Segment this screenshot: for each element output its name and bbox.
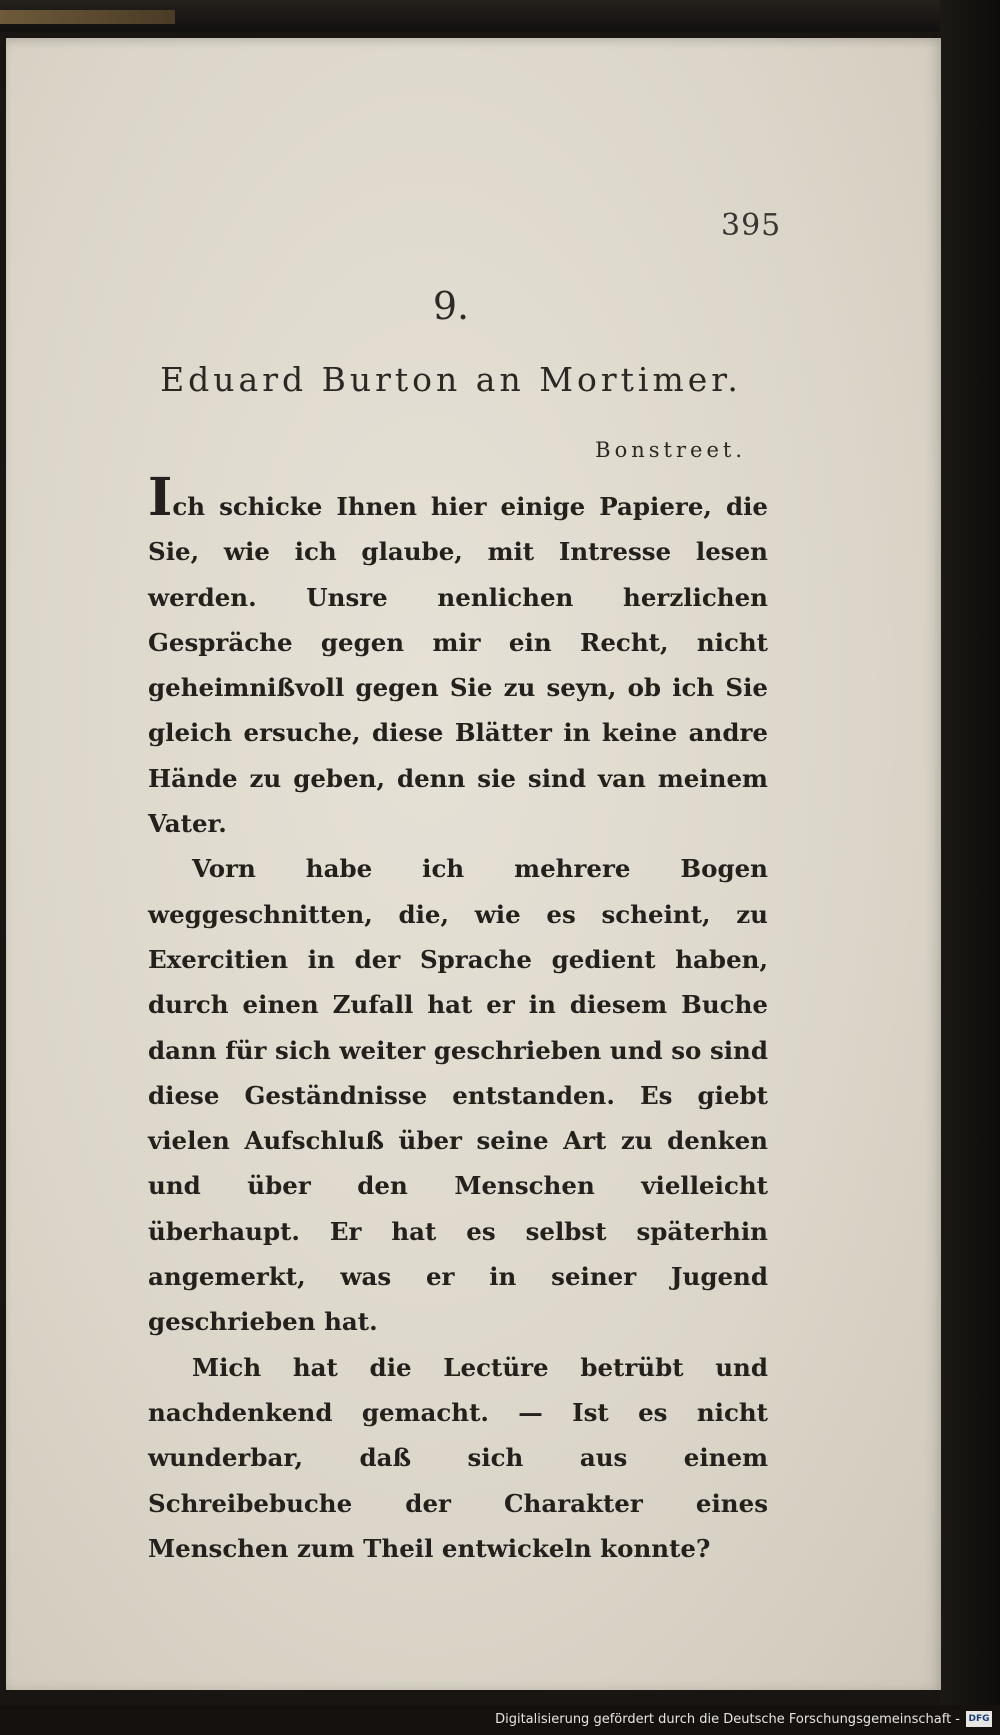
page-number: 395 <box>721 208 782 243</box>
paragraph: Ich schicke Ihnen hier einige Papiere, die Sie, wie ich glaube, mit Intresse lesen werden. Unsre nenlichen herzlichen Gespräche gegen mir ein Recht, nicht geheimnißvoll gegen Sie zu seyn, ob ich Sie gleich ersuche, diese Blätter in keine andre Hände zu geben, denn sie sind van meinem Vater. <box>148 467 768 839</box>
funding-credit: Digitalisierung gefördert durch die Deutsche Forschungsgemeinschaft - <box>495 1712 960 1727</box>
book-right-edge <box>940 0 1000 1735</box>
paragraph: Mich hat die Lectüre betrübt und nachdenkend gemacht. — Ist es nicht wunderbar, daß sich aus einem Schreibebuche der Charakter eines Menschen zum Theil entwickeln konnte? <box>148 1352 768 1563</box>
footer-bar <box>0 1705 1000 1735</box>
book-top-edge <box>0 0 1000 32</box>
letter-number: 9. <box>432 284 470 328</box>
binding-strip <box>0 10 175 24</box>
book-page <box>6 38 941 1690</box>
paragraph: Vorn habe ich mehrere Bogen weggeschnitten, die, wie es scheint, zu Exercitien in der Sprache gedient haben, durch einen Zufall hat er in diesem Buche dann für sich weiter geschrieben und so sind diese Geständnisse entstanden. Es giebt vielen Aufschluß über seine Art zu denken und über den Menschen vielleicht überhaupt. Er hat es selbst späterhin angemerkt, was er in seiner Jugend geschrieben hat. <box>148 854 768 1337</box>
letter-heading: Eduard Burton an Mortimer. <box>160 360 742 399</box>
body-text <box>148 467 768 1571</box>
place-line: Bonstreet. <box>595 438 746 462</box>
dfg-logo-icon: DFG <box>966 1711 992 1727</box>
